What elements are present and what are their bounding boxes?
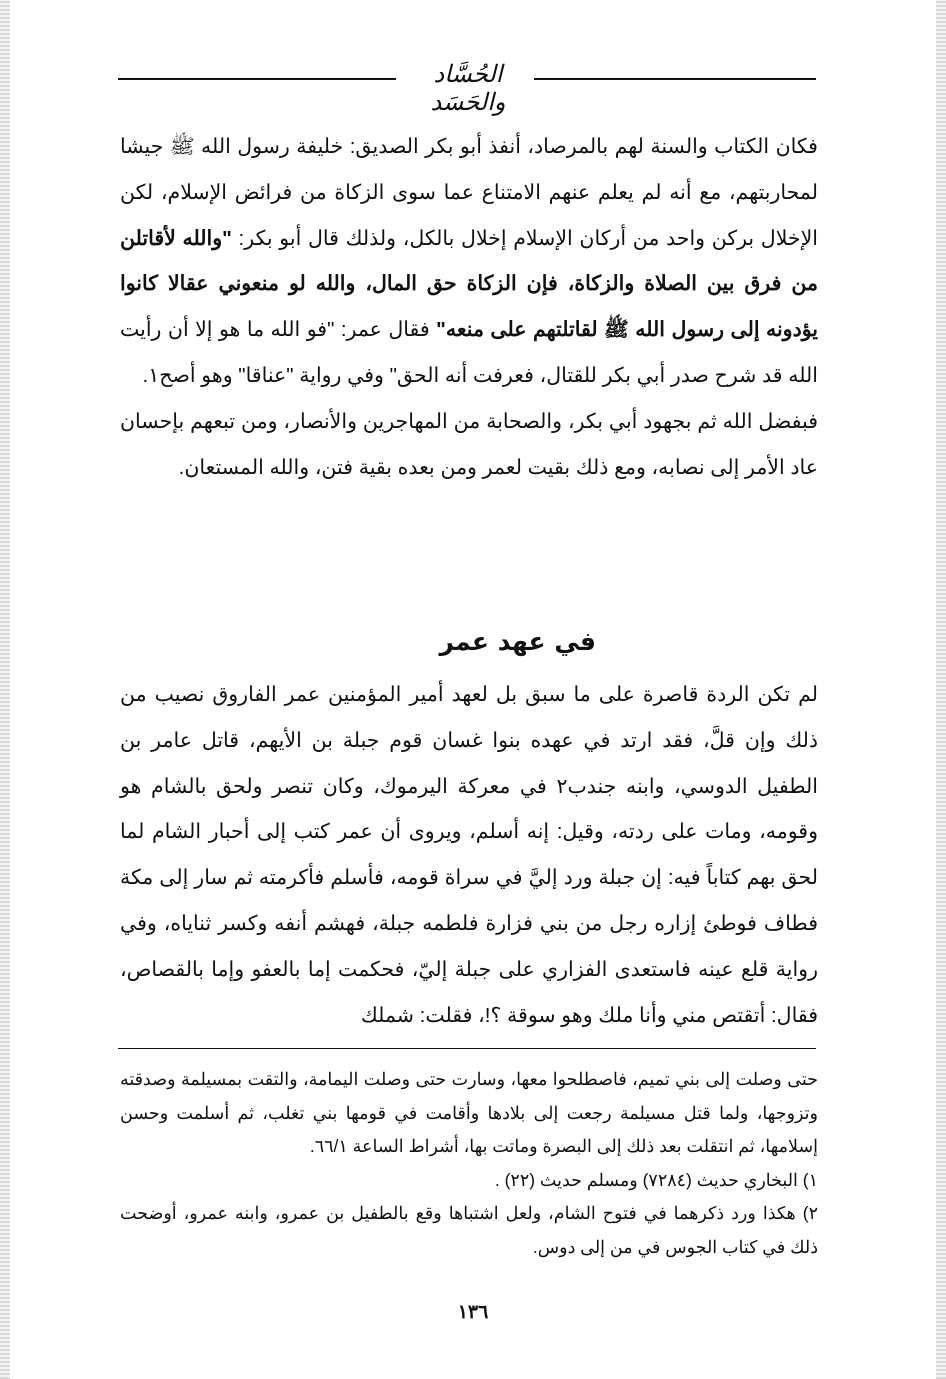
intro-paragraph-2: فبفضل الله ثم بجهود أبي بكر، والصحابة من المهاجرين والأنصار، ومن تبعهم بإحسان عاد الأمر إلى نصابه، ومع ذلك بقيت لعمر ومن بعده بقية فتن، والله المستعان.: [120, 409, 818, 479]
header-title: الحُسَّاد والحَسَد: [430, 60, 506, 116]
page-edge-right: [936, 0, 946, 1379]
page-edge-left: [0, 0, 10, 1379]
intro-paragraph-1: [120, 124, 818, 399]
omar-section: [120, 672, 818, 1038]
omar-paragraph-1: لم تكن الردة قاصرة على ما سبق بل لعهد أمير المؤمنين عمر الفاروق نصيب من ذلك وإن قلَّ، فقد ارتد في عهده بنوا غسان قوم جبلة بن الأيهم، قاتل عامر بن الطفيل الدوسي، وابنه جندب٢ في معركة اليرموك، وكان تنصر ولحق بالشام هو وقومه، ومات على ردته، وقيل: إنه أسلم، ويروى أن عمر كتب إلى أحبار الشام لما لحق بهم كتاباً فيه: إن جبلة ورد إليَّ في سراة قومه، فأسلم فأكرمته ثم سار إلى مكة فطاف فوطئ إزاره رجل من بني فزارة فلطمه جبلة، فهشم أنفه وكسر ثناياه، وفي رواية قلع عينه فاستعدى الفزاري على جبلة إليّ، فحكمت إما بالعفو وإما بالقصاص، فقال: أتقتص مني وأنا ملك وهو سوقة ؟!، فقلت: شملك: [120, 683, 818, 1027]
intro-text-end: فقال عمر: "فو الله ما هو إلا أن رأيت الله قد شرح صدر أبي بكر للقتال، فعرفت أنه الحق" وفي رواية "عناقا" وهو أصح١.: [120, 318, 818, 387]
header-rule-right: [534, 78, 816, 80]
page-header: [118, 58, 816, 116]
footnotes: [120, 1063, 818, 1264]
section-heading: في عهد عمر: [439, 627, 596, 656]
intro-text: فكان الكتاب والسنة لهم بالمرصاد، أنفذ أبو بكر الصديق: خليفة رسول الله ﷺ جيشا لمحاربتهم، مع أنه لم يعلم عنهم الامتناع عما سوى الزكاة من فرائض الإسلام، لكن الإخلال بركن واحد من أركان الإسلام إخلال بالكل، ولذلك قال أبو بكر:: [120, 135, 818, 250]
intro-section: [120, 124, 818, 490]
header-rule-left: [118, 78, 396, 80]
footnote-2: ٢) هكذا ورد ذكرهما في فتوح الشام، ولعل اشتباها وقع بالطفيل بن عمرو، وابنه عمرو، أوضحت ذلك في كتاب الجوس في من إلى دوس.: [120, 1203, 818, 1257]
footnote-1: ١) البخاري حديث (٧٢٨٤) ومسلم حديث (٢٢) .: [494, 1169, 818, 1190]
footnote-divider: [118, 1048, 816, 1049]
abu-bakr-quote: "والله لأقاتلن من فرق بين الصلاة والزكاة، فإن الزكاة حق المال، والله لو منعوني عقالا كانوا يؤدونه إلى رسول الله ﷺ لقاتلتهم على منعه": [120, 226, 818, 342]
footnote-continuation: حتى وصلت إلى بني تميم، فاصطلحوا معها، وسارت حتى وصلت اليمامة، والتقت بمسيلمة وصدقته وتزوجها، ولما قتل مسيلمة رجعت إلى بلادها وأقامت في قومها بني تغلب، ثم أسلمت وحسن إسلامها، ثم انتقلت بعد ذلك إلى البصرة وماتت بها، أشراط الساعة ٦٦/١.: [120, 1069, 818, 1156]
page-number: ١٣٦: [457, 1302, 489, 1323]
